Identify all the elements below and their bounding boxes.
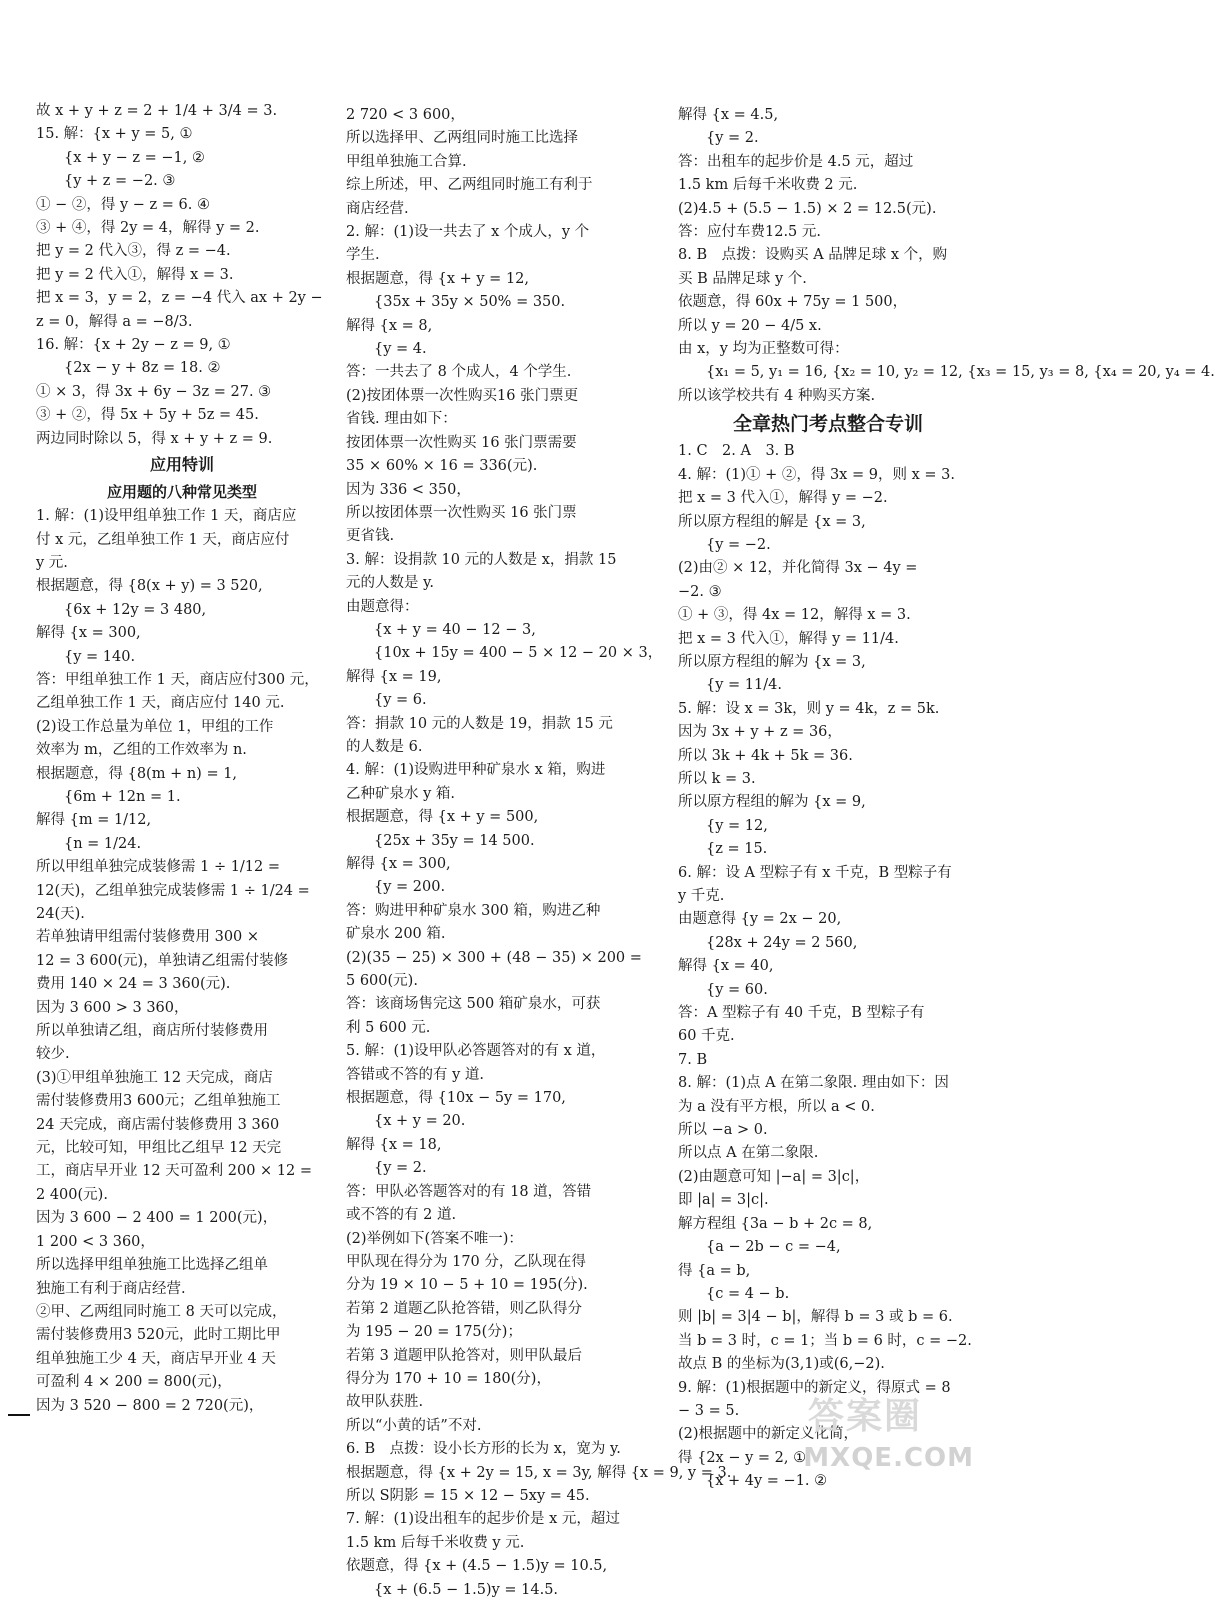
answer-line: 工，商店早开业 12 天可盈利 200 × 12 = [36,1163,313,1180]
answer-line: 所以选择甲、乙两组同时施工比选择 [346,130,578,147]
page-footer-rule [8,1414,30,1416]
answer-line: (3)①甲组单独施工 12 天完成，商店 [36,1069,273,1086]
answer-line: 解得 {x = 8, [346,317,433,334]
section-heading-chapter-review: 全章热门考点整合专训 [732,413,923,436]
answer-line: 答：甲队必答题答对的有 18 道，答错 [346,1183,592,1200]
answer-line: 组单独施工少 4 天，商店早开业 4 天 [36,1350,276,1367]
answer-line: 所以该学校共有 4 种购买方案. [678,387,876,404]
answer-line: 9. 解：(1)根据题中的新定义，得原式 = 8 [678,1379,951,1396]
answer-line: (2)(35 − 25) × 300 + (48 − 35) × 200 = [346,949,642,966]
answer-line: 所以 −a > 0. [678,1122,768,1139]
answer-line: 1.5 km 后每千米收费 y 元. [346,1534,525,1551]
answer-line: 需付装修费用3 600元；乙组单独施工 [36,1093,281,1110]
answer-line: 利 5 600 元. [346,1019,431,1036]
answer-line: 答：A 型粽子有 40 千克，B 型粽子有 [678,1005,925,1022]
answer-line: 4. 解：(1)① + ②，得 3x = 9，则 x = 3. [678,466,955,483]
answer-line: 16. 解：{x + 2y − z = 9, ① [36,337,231,354]
answer-line: 根据题意，得 {8(m + n) = 1, [36,765,238,782]
answer-line: (2)由② × 12，并化简得 3x − 4y = [678,560,918,577]
answer-line: 所以原方程组的解为 {x = 3, [678,653,866,670]
answer-line: 解得 {x = 18, [346,1136,442,1153]
answer-line: {x + y − z = −1, ② [64,149,205,166]
answer-line: {25x + 35y = 14 500. [374,832,535,849]
answer-line: {y = 200. [374,879,446,896]
answer-line: 当 b = 3 时，c = 1；当 b = 6 时，c = −2. [678,1332,972,1349]
answer-line: −2. ③ [678,583,722,600]
answer-line: 所以 y = 20 − 4/5 x. [678,317,822,334]
answer-line: 24(天). [36,906,85,922]
answer-column-3 [678,104,1215,1494]
answer-line: 若第 2 道题乙队抢答错，则乙队得分 [346,1300,582,1317]
answer-line: z = 0，解得 a = −8/3. [36,313,193,330]
answer-line: 所以 k = 3. [678,770,756,787]
answer-line: 由题意得： [346,598,419,615]
watermark-url: MXQE.COM [803,1443,974,1473]
answer-line: 1.5 km 后每千米收费 2 元. [678,177,858,194]
answer-line: (2)根据题中的新定义化简， [678,1426,859,1443]
answer-line: 12(天)，乙组单独完成装修需 1 ÷ 1/24 = [36,882,310,899]
answer-line: 故 x + y + z = 2 + 1/4 + 3/4 = 3. [36,103,278,119]
answer-line: {y = 60. [706,981,768,998]
answer-line: 可盈利 4 × 200 = 800(元)， [36,1374,232,1391]
answer-line: {n = 1/24. [64,835,142,852]
answer-line: 故甲队获胜. [346,1394,424,1411]
answer-line: 的人数是 6. [346,738,423,755]
answer-line: 5. 解：(1)设甲队必答题答对的有 x 道， [346,1043,606,1060]
answer-line: 因为 3 520 − 800 = 2 720(元)， [36,1397,264,1414]
answer-line: 买 B 品牌足球 y 个. [678,270,807,287]
answer-line: ① + ③，得 4x = 12，解得 x = 3. [678,607,911,624]
answer-line: {2x − y + 8z = 18. ② [64,360,221,377]
answer-line: 答：出租车的起步价是 4.5 元，超过 [678,153,914,170]
answer-line: 所以 S阴影 = 15 × 12 − 5xy = 45. [346,1487,590,1504]
answer-line: ②甲、乙两组同时施工 8 天可以完成， [36,1303,287,1320]
answer-line: 所以选择甲组单独施工比选择乙组单 [36,1257,268,1274]
answer-line: {6x + 12y = 3 480, [64,601,207,618]
answer-line: 7. B [678,1051,708,1068]
answer-line: 得分为 170 + 10 = 180(分)， [346,1370,551,1387]
answer-line: 或不答的有 2 道. [346,1207,457,1224]
answer-line: {y = 4. [374,341,427,358]
answer-line: 答：一共去了 8 个成人，4 个学生. [346,364,572,381]
answer-line: 把 y = 2 代入③，得 z = −4. [36,243,231,260]
answer-line: 解得 {x = 40, [678,958,774,975]
answers-block-app-7-8 [678,104,1215,408]
answer-line: 元，比较可知，甲组比乙组早 12 天完 [36,1140,282,1157]
answer-line: 答：甲组单独工作 1 天，商店应付300 元， [36,671,319,688]
answer-line: 为 a 没有平方根，所以 a < 0. [678,1098,875,1115]
answer-line: 甲队现在得分为 170 分，乙队现在得 [346,1253,586,1270]
answer-line: {y = 2. [374,1160,427,1177]
answer-line: 根据题意，得 {x + y = 500, [346,809,539,826]
answer-line: 15. 解：{x + y = 5, ① [36,126,193,143]
answers-block-review [678,440,978,1493]
answer-line: 所以原方程组的解是 {x = 3, [678,513,866,530]
answer-line: 商店经营. [346,200,409,217]
answer-line: {z = 15. [706,841,768,858]
answer-line: 更省钱. [346,528,395,545]
section-heading-application-training: 应用特训 [149,455,214,475]
answer-line: 所以“小黄的话”不对. [346,1417,482,1434]
answer-line: 元的人数是 y. [346,575,434,592]
answer-line: 得 {a = b, [678,1262,751,1279]
answer-line: {y = 2. [706,130,759,147]
answer-line: {y = 6. [374,692,427,709]
answer-line: 按团体票一次性购买 16 张门票需要 [346,434,577,451]
answer-line: {x₁ = 5, y₁ = 16, {x₂ = 10, y₂ = 12, {x₃ = 15, y₃ = 8, {x₄ = 20, y₄ = 4. [706,364,1215,381]
answer-line: 根据题意，得 {x + 2y = 15, x = 3y, 解得 {x = 9, y = 3. [346,1464,732,1481]
answer-line: 2. 解：(1)设一共去了 x 个成人，y 个 [346,224,590,241]
answer-line: 7. 解：(1)设出租车的起步价是 x 元，超过 [346,1511,620,1528]
answer-line: 所以点 A 在第二象限. [678,1145,819,1162]
answer-line: 因为 3 600 − 2 400 = 1 200(元)， [36,1210,278,1227]
answer-line: {c = 4 − b. [706,1285,790,1302]
answer-line: {35x + 35y × 50% = 350. [374,294,566,311]
answer-line: {y = 140. [64,648,136,665]
answer-line: ① × 3，得 3x + 6y − 3z = 27. ③ [36,383,272,400]
answer-line: 把 x = 3 代入①，解得 y = −2. [678,490,888,507]
answer-column-1 [36,100,328,1418]
answer-line: 甲组单独施工合算. [346,153,467,170]
answer-line: 费用 140 × 24 = 3 360(元). [36,976,231,993]
answer-line: 乙种矿泉水 y 箱. [346,785,456,802]
answer-line: 解得 {m = 1/12, [36,812,152,829]
answer-line: 答：购进甲种矿泉水 300 箱，购进乙种 [346,902,601,919]
section-subheading-eight-types: 应用题的八种常见类型 [106,483,257,502]
answer-line: 2 400(元). [36,1186,108,1203]
answer-line: 所以按团体票一次性购买 16 张门票 [346,504,577,521]
answer-line: 所以 3k + 4k + 5k = 36. [678,747,853,764]
answers-block-14-16 [36,100,328,451]
answer-line: 答：捐款 10 元的人数是 19，捐款 15 元 [346,715,613,732]
answer-line: (2)由题意可知 |−a| = 3|c|， [678,1168,870,1185]
answer-line: 24 天完成，商店需付装修费用 3 360 [36,1116,280,1133]
answer-line: 根据题意，得 {8(x + y) = 3 520, [36,578,263,595]
answer-line: 8. B 点拨：设购买 A 品牌足球 x 个，购 [678,247,948,264]
watermark-logo [782,1379,992,1479]
answer-line: 答：该商场售完这 500 箱矿泉水，可获 [346,996,601,1013]
answer-line: 2 720 < 3 600， [346,107,465,123]
answer-line: 所以原方程组的解为 {x = 9, [678,794,866,811]
answer-line: {6m + 12n = 1. [64,788,181,805]
answer-line: 依题意，得 60x + 75y = 1 500， [678,294,908,311]
answer-line: (2)设工作总量为单位 1，甲组的工作 [36,718,274,735]
answer-line: {x + y = 20. [374,1113,466,1130]
answer-line: 得 {2x − y = 2, ① [678,1449,807,1466]
answer-line: 解得 {x = 4.5, [678,107,779,123]
answer-line: ① − ②，得 y − z = 6. ④ [36,196,210,213]
answer-line: − 3 = 5. [678,1402,740,1419]
answer-line: 由题意得 {y = 2x − 20, [678,911,842,928]
answer-line: 分为 19 × 10 − 5 + 10 = 195(分). [346,1277,588,1294]
answers-block-app-1 [36,505,328,1418]
answer-line: 8. 解：(1)点 A 在第二象限. 理由如下：因 [678,1075,949,1092]
answer-line: 独施工有利于商店经营. [36,1280,186,1297]
answer-line: {x + (6.5 − 1.5)y = 14.5. [374,1581,559,1598]
answer-line: 乙组单独工作 1 天，商店应付 140 元. [36,695,285,712]
answer-line: {28x + 24y = 2 560, [706,934,858,951]
answer-line: 因为 3 600 > 3 360， [36,999,189,1016]
answer-line: 根据题意，得 {x + y = 12, [346,270,529,287]
answer-line: (2)4.5 + (5.5 − 1.5) × 2 = 12.5(元). [678,200,937,217]
answer-line: 3. 解：设捐款 10 元的人数是 x，捐款 15 [346,551,617,568]
answer-line: 1. C 2. A 3. B [678,443,795,460]
answer-line: 效率为 m，乙组的工作效率为 n. [36,742,247,759]
answer-line: 根据题意，得 {10x − 5y = 170, [346,1090,566,1107]
answer-line: {y + z = −2. ③ [64,173,176,190]
answer-line: 12 = 3 600(元)，单独请乙组需付装修 [36,952,289,969]
answer-line: y 千克. [678,888,725,904]
answer-line: 把 x = 3，y = 2，z = −4 代入 ax + 2y − [36,290,323,307]
answer-line: 矿泉水 200 箱. [346,926,446,943]
answer-line: 答错或不答的有 y 道. [346,1066,485,1083]
answer-line: (2)举例如下(答案不唯一)： [346,1230,523,1247]
answer-line: {a − 2b − c = −4, [706,1239,841,1256]
answer-line: {10x + 15y = 400 − 5 × 12 − 20 × 3， [374,645,663,662]
answer-line: 因为 3x + y + z = 36， [678,724,842,741]
answer-line: 解得 {x = 300, [346,856,451,872]
answer-line: 学生. [346,247,380,264]
answer-line: 较少. [36,1046,70,1063]
answer-line: 1 200 < 3 360， [36,1233,155,1250]
answer-line: 4. 解：(1)设购进甲种矿泉水 x 箱，购进 [346,762,606,779]
answer-line: {y = 12, [706,817,768,834]
answer-line: 解得 {x = 300, [36,625,141,642]
answer-line: y 元. [36,554,68,571]
answer-line: ③ + ②，得 5x + 5y + 5z = 45. [36,407,259,424]
answer-line: 把 x = 3 代入①，解得 y = 11/4. [678,630,899,647]
answer-line: 付 x 元，乙组单独工作 1 天，商店应付 [36,531,290,548]
answer-line: 答：应付车费12.5 元. [678,224,822,241]
answer-line: 两边同时除以 5，得 x + y + z = 9. [36,430,273,447]
answer-line: {y = 11/4. [706,677,782,694]
answer-line: {x + 4y = −1. ② [706,1473,828,1490]
answer-line: (2)按团体票一次性购买16 张门票更 [346,387,579,404]
answer-line: ③ + ④，得 2y = 4，解得 y = 2. [36,220,260,237]
side-watermark-decoration [4,850,38,1330]
answer-line: 6. B 点拨：设小长方形的长为 x，宽为 y. [346,1441,621,1458]
answer-line: {x + y = 40 − 12 − 3, [374,621,536,638]
answer-line: 若单独请甲组需付装修费用 300 × [36,929,260,946]
answer-line: 解得 {x = 19, [346,668,442,685]
answer-line: 35 × 60% × 16 = 336(元). [346,458,538,475]
answer-line: 6. 解：设 A 型粽子有 x 千克，B 型粽子有 [678,864,952,881]
answer-line: 60 千克. [678,1028,735,1045]
answer-line: 1. 解：(1)设甲组单独工作 1 天，商店应 [36,508,297,525]
answer-line: 若第 3 道题甲队抢答对，则甲队最后 [346,1347,582,1364]
answer-line: 5. 解：设 x = 3k，则 y = 4k，z = 5k. [678,700,940,717]
answer-line: 由 x，y 均为正整数可得： [678,341,849,358]
answer-line: 故点 B 的坐标为(3,1)或(6,−2). [678,1356,885,1373]
answer-line: 依题意，得 {x + (4.5 − 1.5)y = 10.5, [346,1558,608,1575]
answer-line: 所以单独请乙组，商店所付装修费用 [36,1023,268,1040]
answer-line: 5 600(元). [346,973,418,990]
answer-line: 综上所述，甲、乙两组同时施工有利于 [346,177,593,194]
answer-line: 则 |b| = 3|4 − b|，解得 b = 3 或 b = 6. [678,1309,953,1326]
answer-line: 因为 336 < 350， [346,481,471,498]
answer-line: 解方程组 {3a − b + 2c = 8, [678,1215,873,1232]
answer-line: 需付装修费用3 520元，此时工期比甲 [36,1327,281,1344]
answer-line: 省钱. 理由如下： [346,411,457,428]
answer-line: 即 |a| = 3|c|. [678,1192,769,1209]
answer-line: {y = −2. [706,536,771,553]
answer-line: 所以甲组单独完成装修需 1 ÷ 1/12 = [36,859,281,876]
answer-line: 把 y = 2 代入①，解得 x = 3. [36,266,234,283]
answer-line: 为 195 − 20 = 175(分)； [346,1324,522,1341]
watermark-text: 答案圈 [807,1396,922,1437]
